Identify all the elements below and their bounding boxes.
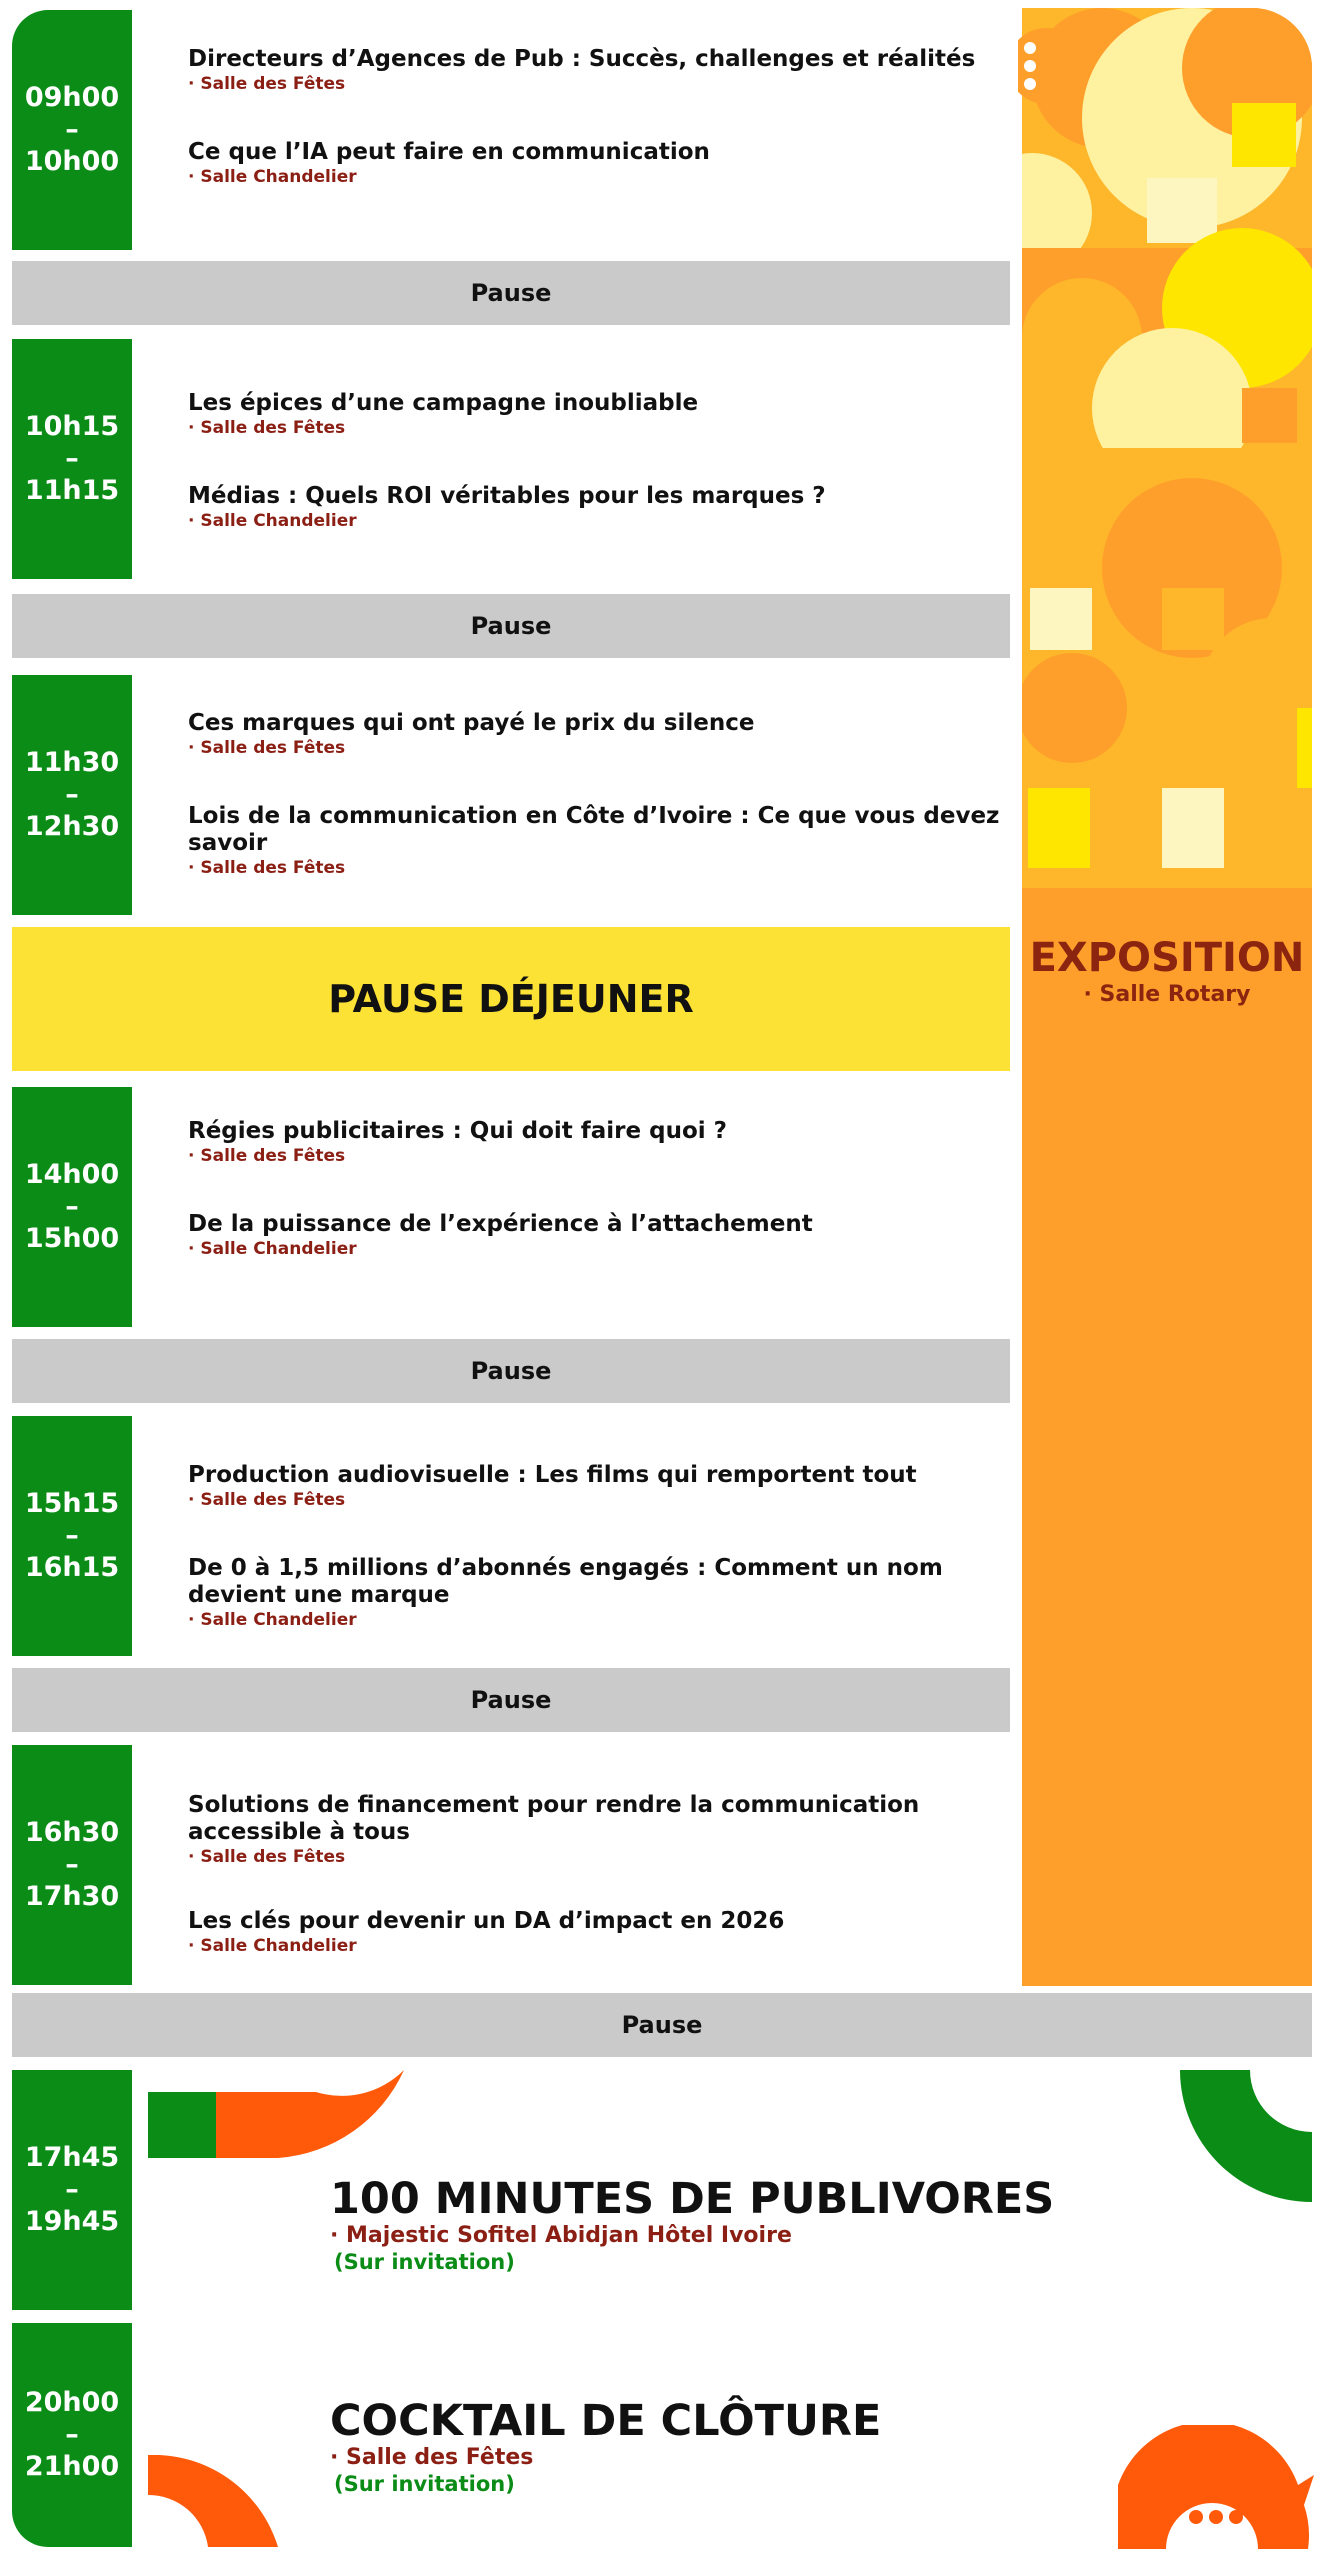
talk-room: · Salle des Fêtes [188, 1847, 346, 1867]
time-block [12, 339, 132, 579]
start-time: 20h00 [24, 2387, 120, 2418]
talk-item [188, 1118, 1008, 1167]
talk-title: Directeurs d’Agences de Pub : Succès, challenges et réalités [188, 46, 976, 72]
time-separator: – [65, 779, 79, 810]
time-separator: – [65, 1520, 79, 1551]
time-block [12, 1416, 132, 1656]
talk-room: · Salle des Fêtes [188, 418, 346, 438]
chat-bubble-icon [1118, 2425, 1314, 2549]
talk-room: · Salle Chandelier [188, 167, 357, 187]
time-block [12, 675, 132, 915]
end-time: 17h30 [24, 1881, 120, 1912]
pause-bar: Pause [12, 261, 1010, 325]
exposition-room: · Salle Rotary [1083, 982, 1251, 1007]
start-time: 14h00 [24, 1159, 120, 1190]
end-time: 21h00 [24, 2451, 120, 2482]
talk-title: De 0 à 1,5 millions d’abonnés engagés : Comment un nom devient une marque [188, 1555, 943, 1608]
talk-title: Médias : Quels ROI véritables pour les marques ? [188, 483, 826, 509]
time-separator: – [65, 1849, 79, 1880]
talk-item [188, 139, 1008, 188]
talk-title: Production audiovisuelle : Les films qui remportent tout [188, 1462, 917, 1488]
talk-item [188, 390, 1008, 439]
talk-item [188, 1462, 1008, 1511]
talk-list [188, 1118, 1008, 1260]
start-time: 11h30 [24, 747, 120, 778]
exposition-label [1022, 935, 1312, 1009]
talk-room: · Salle Chandelier [188, 1610, 357, 1630]
talk-list [188, 390, 1008, 532]
decor-quarter-orange [148, 2455, 278, 2547]
end-time: 11h15 [24, 475, 120, 506]
event-venue: · Salle des Fêtes [330, 2445, 534, 2470]
time-block [12, 2070, 132, 2310]
talk-title: Ce que l’IA peut faire en communication [188, 139, 710, 165]
talk-room: · Salle des Fêtes [188, 74, 346, 94]
pause-bar: Pause [12, 1668, 1010, 1732]
talk-item [188, 710, 1008, 759]
talk-room: · Salle Chandelier [188, 1239, 357, 1259]
talk-item [188, 483, 1008, 532]
talk-room: · Salle Chandelier [188, 1936, 357, 1956]
end-time: 16h15 [24, 1552, 120, 1583]
start-time: 16h30 [24, 1817, 120, 1848]
pause-bar: Pause [12, 594, 1010, 658]
chat-bubble-icon [1018, 20, 1094, 106]
time-block [12, 10, 132, 250]
start-time: 10h15 [24, 411, 120, 442]
decor-arc-green [1180, 2070, 1312, 2202]
start-time: 17h45 [24, 2142, 120, 2173]
event-title: COCKTAIL DE CLÔTURE [330, 2396, 882, 2446]
talk-list [188, 1462, 1008, 1631]
talk-item [188, 1555, 1008, 1631]
talk-list [188, 710, 1008, 879]
decor-shape-green-orange [148, 2070, 404, 2160]
end-time: 10h00 [24, 146, 120, 177]
end-time: 12h30 [24, 811, 120, 842]
talk-room: · Salle des Fêtes [188, 738, 346, 758]
time-separator: – [65, 1191, 79, 1222]
start-time: 15h15 [24, 1488, 120, 1519]
time-block [12, 1745, 132, 1985]
talk-item [188, 1908, 1008, 1957]
talk-list [188, 46, 1008, 188]
talk-room: · Salle Chandelier [188, 511, 357, 531]
talk-item [188, 1792, 1008, 1868]
time-separator: – [65, 2174, 79, 2205]
end-time: 19h45 [24, 2206, 120, 2237]
talk-item [188, 803, 1008, 879]
talk-title: Lois de la communication en Côte d’Ivoire : Ce que vous devez savoir [188, 803, 1000, 856]
end-time: 15h00 [24, 1223, 120, 1254]
talk-title: Régies publicitaires : Qui doit faire quoi ? [188, 1118, 727, 1144]
talk-item [188, 46, 1008, 95]
talk-title: Les clés pour devenir un DA d’impact en 2026 [188, 1908, 785, 1934]
time-separator: – [65, 443, 79, 474]
exposition-title: EXPOSITION [1029, 935, 1305, 981]
time-separator: – [65, 114, 79, 145]
talk-list [188, 1792, 1008, 1957]
talk-room: · Salle des Fêtes [188, 1490, 346, 1510]
talk-item [188, 1211, 1008, 1260]
pause-bar: Pause [12, 1339, 1010, 1403]
event-invitation: (Sur invitation) [334, 2472, 515, 2496]
talk-title: Solutions de financement pour rendre la communication accessible à tous [188, 1792, 920, 1845]
lunch-break: PAUSE DÉJEUNER [12, 927, 1010, 1071]
time-block [12, 2323, 132, 2547]
start-time: 09h00 [24, 82, 120, 113]
talk-room: · Salle des Fêtes [188, 1146, 346, 1166]
time-separator: – [65, 2419, 79, 2450]
closing-event [330, 2397, 881, 2497]
event-venue: · Majestic Sofitel Abidjan Hôtel Ivoire [330, 2223, 792, 2248]
talk-title: Les épices d’une campagne inoubliable [188, 390, 699, 416]
talk-room: · Salle des Fêtes [188, 858, 346, 878]
pause-bar: Pause [12, 1993, 1312, 2057]
time-block [12, 1087, 132, 1327]
event-title: 100 MINUTES DE PUBLIVORES [330, 2174, 1055, 2224]
event-invitation: (Sur invitation) [334, 2250, 515, 2274]
talk-title: De la puissance de l’expérience à l’attachement [188, 1211, 813, 1237]
talk-title: Ces marques qui ont payé le prix du silence [188, 710, 755, 736]
evening-event [330, 2175, 1054, 2275]
